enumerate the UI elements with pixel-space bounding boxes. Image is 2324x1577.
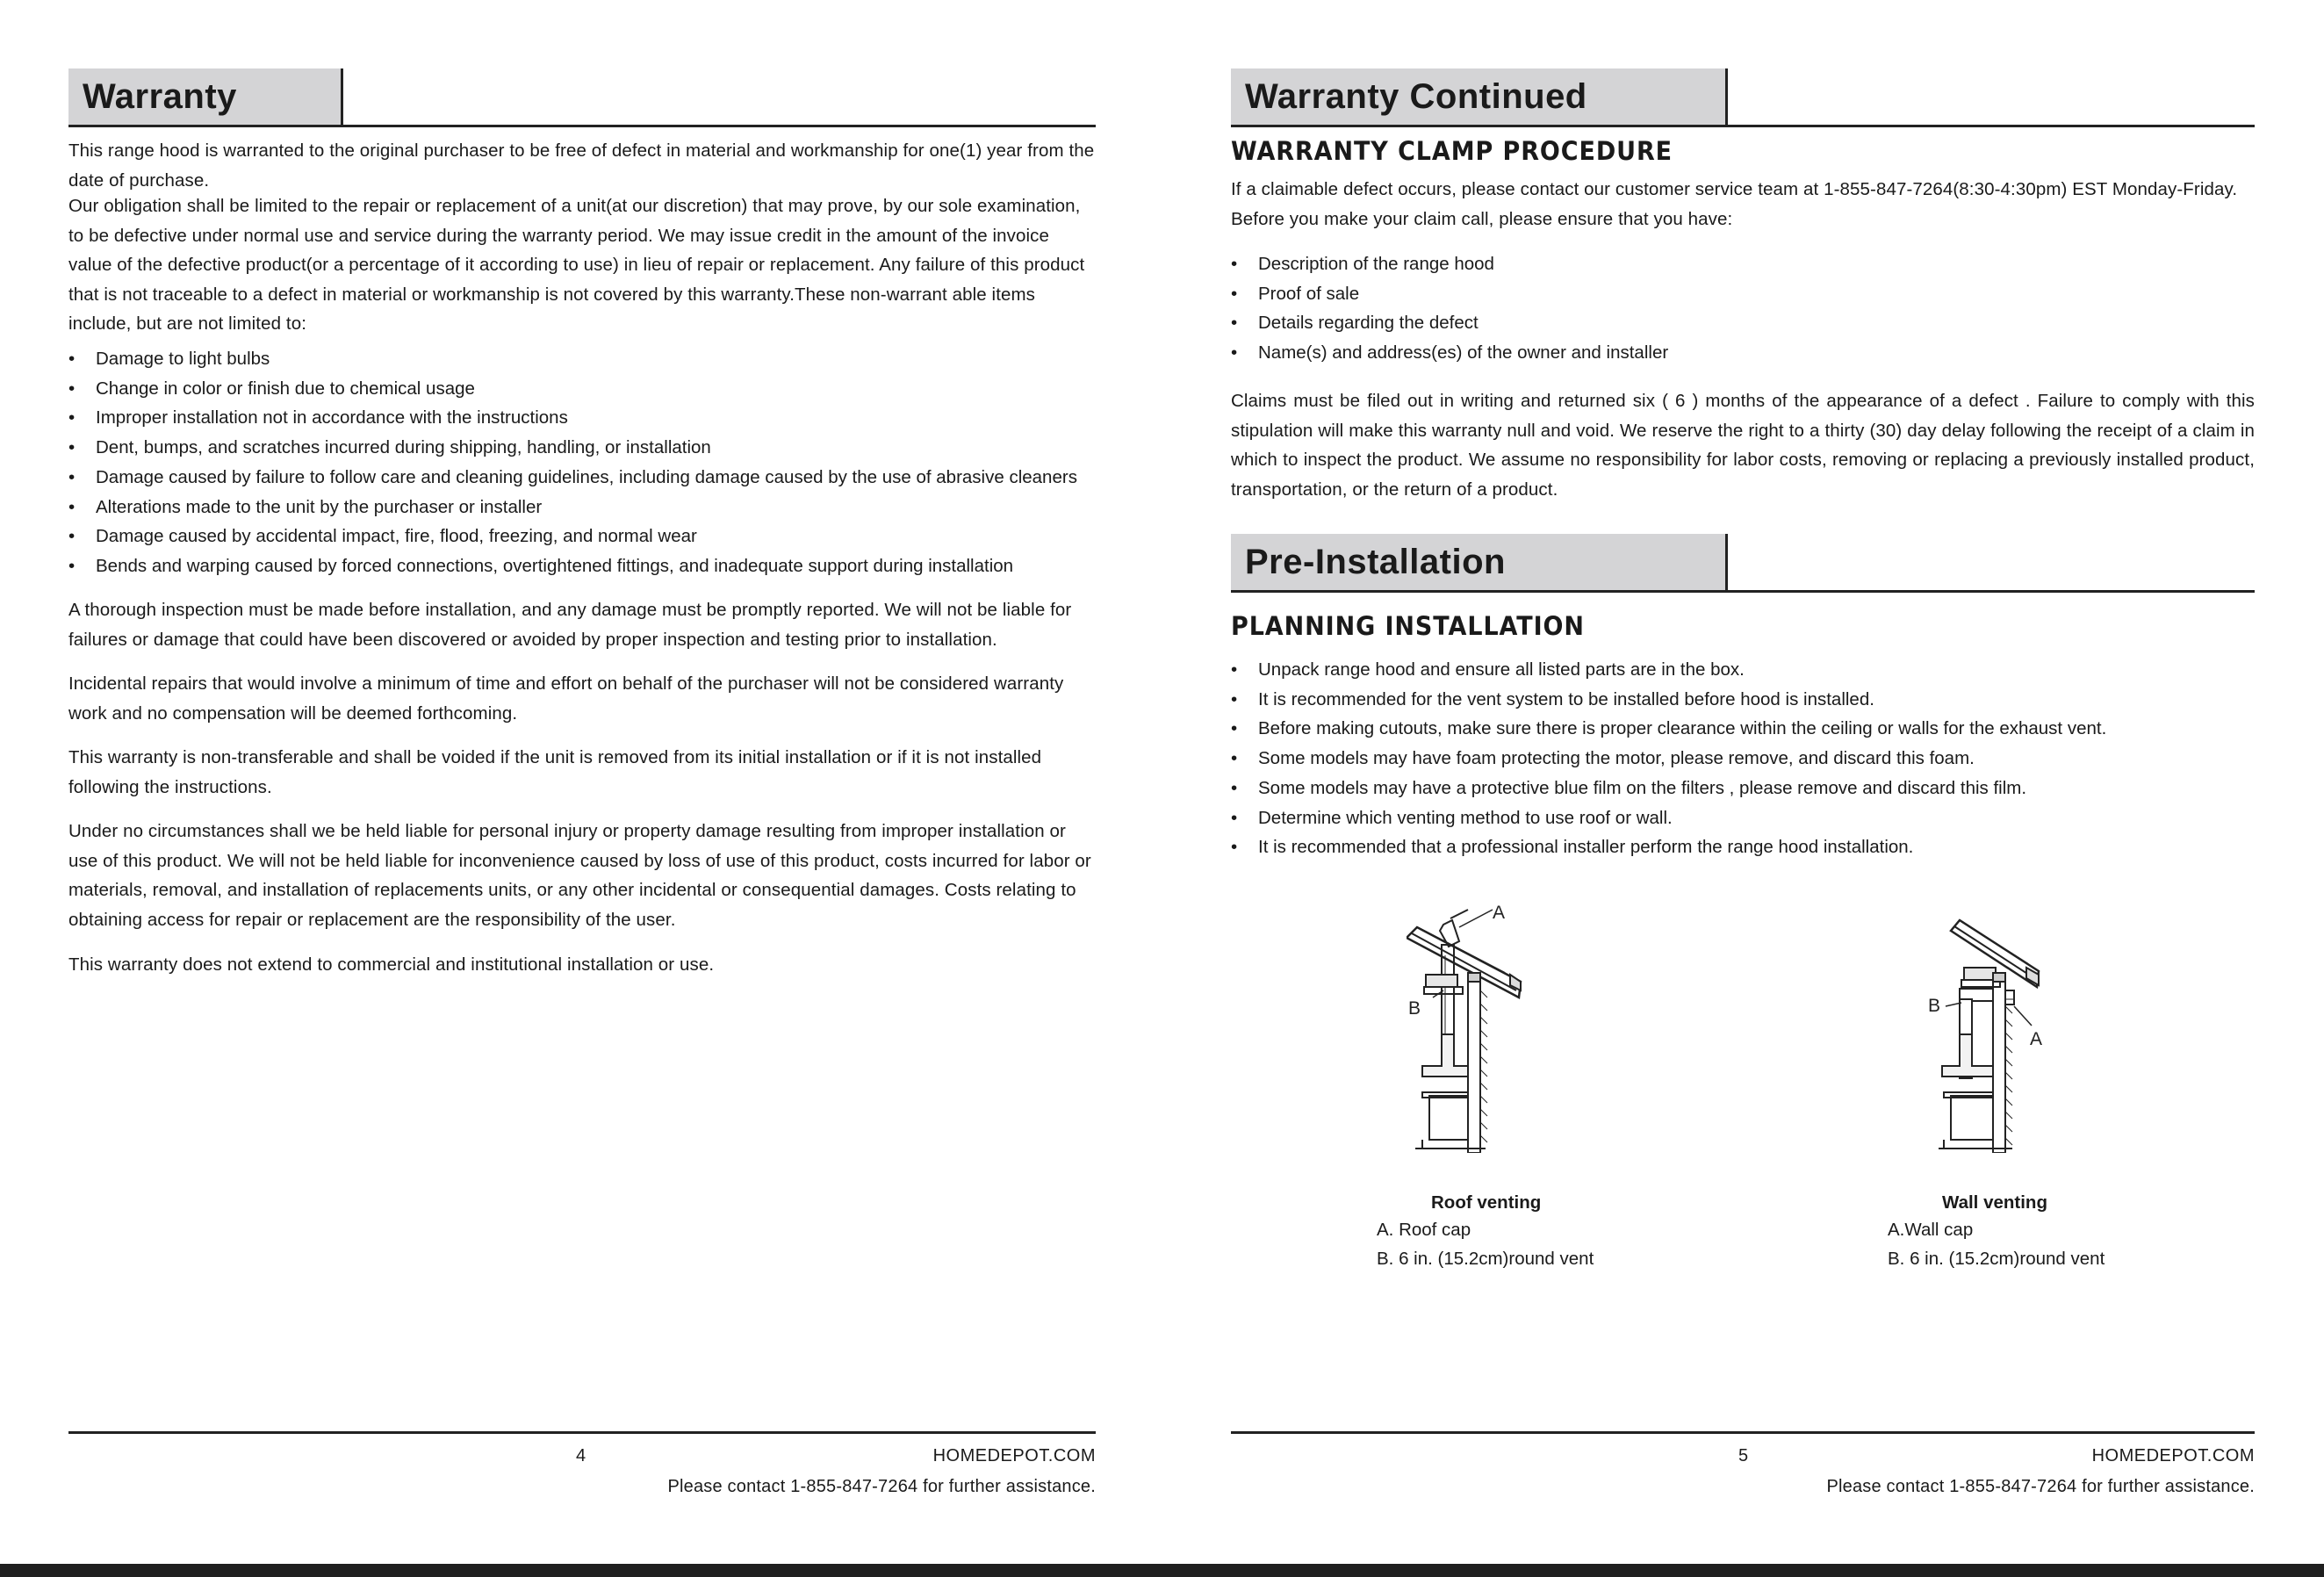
inspection-paragraph: A thorough inspection must be made before installation, and any damage must be promptly reported. We will not be liable for failures or damage that could have been discovered or avoided by proper inspection and testing prior to installation. [68,600,1072,650]
planning-list [1231,655,2255,862]
left-page [68,0,1096,1563]
commercial-use-paragraph: This warranty does not extend to commercial and institutional installation or use. [68,954,715,975]
warranty-intro-paragraph: This range hood is warranted to the original purchaser to be free of defect in material and workmanship for one(1) year from the date of purchase. [68,140,1095,191]
roof-venting-title: Roof venting [1431,1192,1542,1213]
list-item: • Unpack range hood and ensure all listed parts are in the box. [1231,655,2255,685]
list-item: • Alterations made to the unit by the purchaser or installer [68,493,1096,522]
list-item: • Damage caused by failure to follow care and cleaning guidelines, including damage caused by the use of abrasive cleaners [68,463,1096,493]
list-item: • Damage to light bulbs [68,344,1096,374]
warranty-header [68,68,1096,127]
list-item: • Name(s) and address(es) of the owner and installer [1231,338,2255,368]
footer-site: HOMEDEPOT.COM [2091,1446,2255,1465]
warranty-header-box [68,68,343,125]
warranty-continued-heading: Warranty Continued [1245,76,1587,116]
wall-label-b: B [1928,996,1941,1016]
page-number: 4 [576,1446,586,1465]
claim-checklist [1231,249,2255,368]
list-item: • It is recommended for the vent system to be installed before hood is installed. [1231,685,2255,715]
right-page [1231,0,2255,1563]
wall-vent-caption: B. 6 in. (15.2cm)round vent [1888,1249,2105,1269]
footer-contact: Please contact 1-855-847-7264 for further assistance. [667,1477,1096,1496]
roof-label-b: B [1408,998,1421,1019]
obligation-paragraph: Our obligation shall be limited to the repair or replacement of a unit(at our discretion) that may prove, by our sole examination, to be defective under normal use and service during the warranty period. We may issue credit in the amount of the invoice value of the defective product(or a percentage of it according to use) in lieu of repair or replacement. Any failure of this product that is not traceable to a defect in material or workmanship is not covered by this warranty.These non-warrant able items include, but are not limited to: [68,196,1085,334]
pre-installation-header [1231,534,2255,593]
pre-installation-heading: Pre-Installation [1245,542,1506,581]
claims-paragraph: Claims must be filed out in writing and returned six ( 6 ) months of the appearance of a defect . Failure to comply with this stipulation will make this warranty null and void. We reserve the right to a thirty (30) day delay following the receipt of a claim in which to inspect the product. We assume no responsibility for labor costs, removing or replacing a previously installed product, transportation, or the return of a product. [1231,391,2255,500]
pre-installation-header-box [1231,534,1728,590]
list-item: • Description of the range hood [1231,249,2255,279]
list-item: • Improper installation not in accordance with the instructions [68,403,1096,433]
warranty-continued-header-box [1231,68,1728,125]
list-item: • Determine which venting method to use roof or wall. [1231,803,2255,833]
page-number: 5 [1738,1446,1749,1465]
list-item: • Details regarding the defect [1231,308,2255,338]
claim-intro-paragraph: If a claimable defect occurs, please contact our customer service team at 1-855-847-7264(8:30-4:30pm) EST Monday-Friday. Before you make your claim call, please ensure that you have: [1231,179,2238,229]
wall-label-a: A [2030,1029,2043,1049]
wall-venting-title: Wall venting [1942,1192,2047,1213]
list-item: • It is recommended that a professional installer perform the range hood installation. [1231,832,2255,862]
bottom-edge-bar [0,1564,2324,1577]
liability-paragraph: Under no circumstances shall we be held liable for personal injury or property damage resulting from improper installation or use of this product. We will not be held liable for inconvenience caused by loss of use of this product, costs incurred for labor or materials, removal, and installation of replacements units, or any other incidental or consequential damages. Costs relating to obtaining access for repair or replacement are the responsibility of the user. [68,821,1091,930]
roof-vent-caption: B. 6 in. (15.2cm)round vent [1377,1249,1594,1269]
footer-divider [1231,1431,2255,1434]
claim-procedure-subheading: WARRANTY CLAMP PROCEDURE [1231,136,1673,166]
incidental-repairs-paragraph: Incidental repairs that would involve a minimum of time and effort on behalf of the purchaser will not be considered warranty work and no compensation will be deemed forthcoming. [68,673,1064,724]
footer-site: HOMEDEPOT.COM [932,1446,1096,1465]
list-item: • Some models may have foam protecting the motor, please remove, and discard this foam. [1231,744,2255,774]
list-item: • Change in color or finish due to chemical usage [68,374,1096,404]
wall-cap-caption: A.Wall cap [1888,1220,1974,1240]
wall-venting-diagram [1916,894,2109,1153]
planning-installation-subheading: PLANNING INSTALLATION [1231,611,1585,641]
roof-cap-caption: A. Roof cap [1377,1220,1471,1240]
non-transferable-paragraph: This warranty is non-transferable and shall be voided if the unit is removed from its initial installation or if it is not installed following the instructions. [68,747,1042,797]
list-item: • Some models may have a protective blue film on the filters , please remove and discard this film. [1231,774,2255,803]
warranty-heading: Warranty [83,76,237,116]
roof-label-a: A [1493,903,1506,923]
exclusion-list [68,344,1096,581]
warranty-continued-header [1231,68,2255,127]
list-item: • Damage caused by accidental impact, fire, flood, freezing, and normal wear [68,522,1096,551]
footer-divider [68,1431,1096,1434]
footer-contact: Please contact 1-855-847-7264 for further assistance. [1826,1477,2255,1496]
list-item: • Bends and warping caused by forced connections, overtightened fittings, and inadequate support during installation [68,551,1096,581]
roof-venting-diagram [1407,894,1600,1153]
list-item: • Proof of sale [1231,279,2255,309]
list-item: • Dent, bumps, and scratches incurred during shipping, handling, or installation [68,433,1096,463]
list-item: • Before making cutouts, make sure there is proper clearance within the ceiling or walls for the exhaust vent. [1231,714,2255,744]
